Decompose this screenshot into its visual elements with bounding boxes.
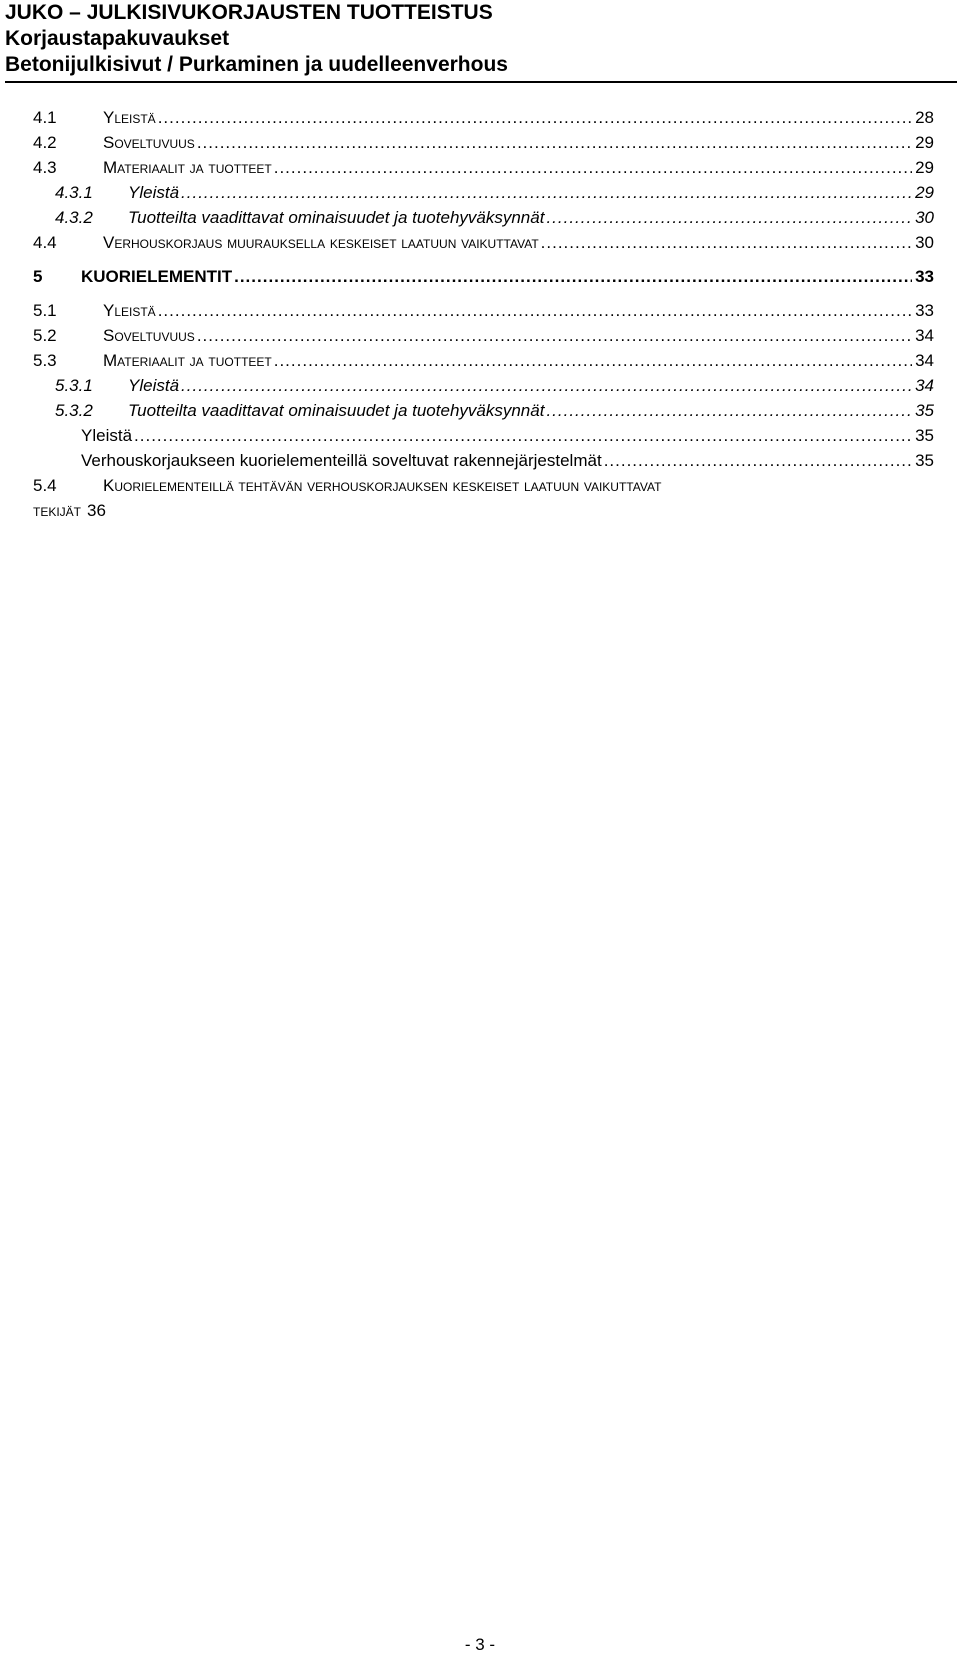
- toc-leader: [158, 107, 912, 129]
- toc-leader: [158, 300, 912, 322]
- toc-number: 5.4: [33, 476, 57, 495]
- toc-page: 29: [915, 133, 934, 152]
- toc-page: 30: [915, 233, 934, 252]
- toc-entry[interactable]: [33, 230, 934, 254]
- toc-page: 29: [915, 183, 934, 202]
- toc-entry[interactable]: [33, 155, 934, 179]
- header-title: JUKO – JULKISIVUKORJAUSTEN TUOTTEISTUS: [5, 1, 493, 24]
- toc-entry[interactable]: [81, 423, 934, 447]
- toc-page: 35: [915, 451, 934, 470]
- toc-title: Soveltuvuus: [103, 133, 195, 152]
- toc-leader: [197, 325, 912, 347]
- toc-page: 34: [915, 351, 934, 370]
- toc-entry[interactable]: [33, 473, 934, 497]
- toc-title: Yleistä: [103, 301, 156, 320]
- toc-title: Materiaalit ja tuotteet: [103, 158, 272, 177]
- toc-entry[interactable]: [55, 398, 934, 422]
- toc-leader: [197, 132, 912, 154]
- toc-number: 4.1: [33, 108, 57, 127]
- toc-title: Yleistä: [103, 108, 156, 127]
- toc-page: 35: [915, 426, 934, 445]
- toc-entry[interactable]: [33, 105, 934, 129]
- toc-title: Tuotteilta vaadittavat ominaisuudet ja tuotehyväksynnät: [128, 401, 545, 420]
- toc-page: 33: [915, 267, 934, 286]
- toc-entry[interactable]: [33, 130, 934, 154]
- toc-leader: [234, 266, 912, 288]
- toc-title: Tuotteilta vaadittavat ominaisuudet ja tuotehyväksynnät: [128, 208, 545, 227]
- toc-number: 5.3.2: [55, 401, 93, 420]
- toc-leader: [181, 182, 912, 204]
- toc-number: 4.3.1: [55, 183, 93, 202]
- toc-entry[interactable]: [55, 205, 934, 229]
- toc-leader: [541, 232, 912, 254]
- toc-page: 29: [915, 158, 934, 177]
- header-section: Betonijulkisivut / Purkaminen ja uudelleenverhous: [5, 53, 508, 76]
- toc-entry[interactable]: [55, 373, 934, 397]
- toc-number: 4.3: [33, 158, 57, 177]
- toc-leader: [134, 425, 912, 447]
- toc-number: 4.2: [33, 133, 57, 152]
- toc-entry[interactable]: [33, 348, 934, 372]
- toc-leader: [181, 375, 912, 397]
- toc-number: 5.1: [33, 301, 57, 320]
- toc-number: 5.2: [33, 326, 57, 345]
- toc-title: KUORIELEMENTIT: [81, 267, 233, 286]
- toc-number: 5.3: [33, 351, 57, 370]
- toc-page: 35: [915, 401, 934, 420]
- page-number: - 3 -: [464, 1635, 496, 1654]
- toc-title-continuation: tekijät: [33, 501, 82, 520]
- toc-title: Materiaalit ja tuotteet: [103, 351, 272, 370]
- toc-number: 4.4: [33, 233, 57, 252]
- toc-entry[interactable]: [33, 264, 934, 288]
- toc-entry[interactable]: [33, 298, 934, 322]
- toc-entry[interactable]: [33, 323, 934, 347]
- toc-page: 30: [915, 208, 934, 227]
- document-header: [5, 0, 955, 78]
- toc-page: 34: [915, 376, 934, 395]
- toc-title: Kuorielementeillä tehtävän verhouskorjauksen keskeiset laatuun vaikuttavat: [103, 476, 662, 495]
- toc-page: 36: [87, 501, 106, 520]
- toc-page: 34: [915, 326, 934, 345]
- toc-leader: [604, 450, 912, 472]
- toc-page: 33: [915, 301, 934, 320]
- toc-entry[interactable]: [55, 180, 934, 204]
- toc-title: Yleistä: [81, 426, 133, 445]
- toc-entry-continuation[interactable]: [33, 498, 934, 522]
- toc-leader: [546, 400, 912, 422]
- toc-entry[interactable]: [81, 448, 934, 472]
- toc-title: Verhouskorjaus muurauksella keskeiset laatuun vaikuttavat: [103, 233, 539, 252]
- header-subtitle: Korjaustapakuvaukset: [5, 27, 230, 50]
- toc-number: 4.3.2: [55, 208, 93, 227]
- toc-page: 28: [915, 108, 934, 127]
- toc-title: Soveltuvuus: [103, 326, 195, 345]
- header-rule: [5, 81, 957, 83]
- toc-title: Yleistä: [128, 376, 180, 395]
- toc-number: 5: [33, 267, 43, 286]
- toc-number: 5.3.1: [55, 376, 93, 395]
- toc-title: Verhouskorjaukseen kuorielementeillä soveltuvat rakennejärjestelmät: [81, 451, 602, 470]
- toc-leader: [274, 350, 912, 372]
- toc-leader: [546, 207, 912, 229]
- toc-leader: [274, 157, 912, 179]
- toc-title: Yleistä: [128, 183, 180, 202]
